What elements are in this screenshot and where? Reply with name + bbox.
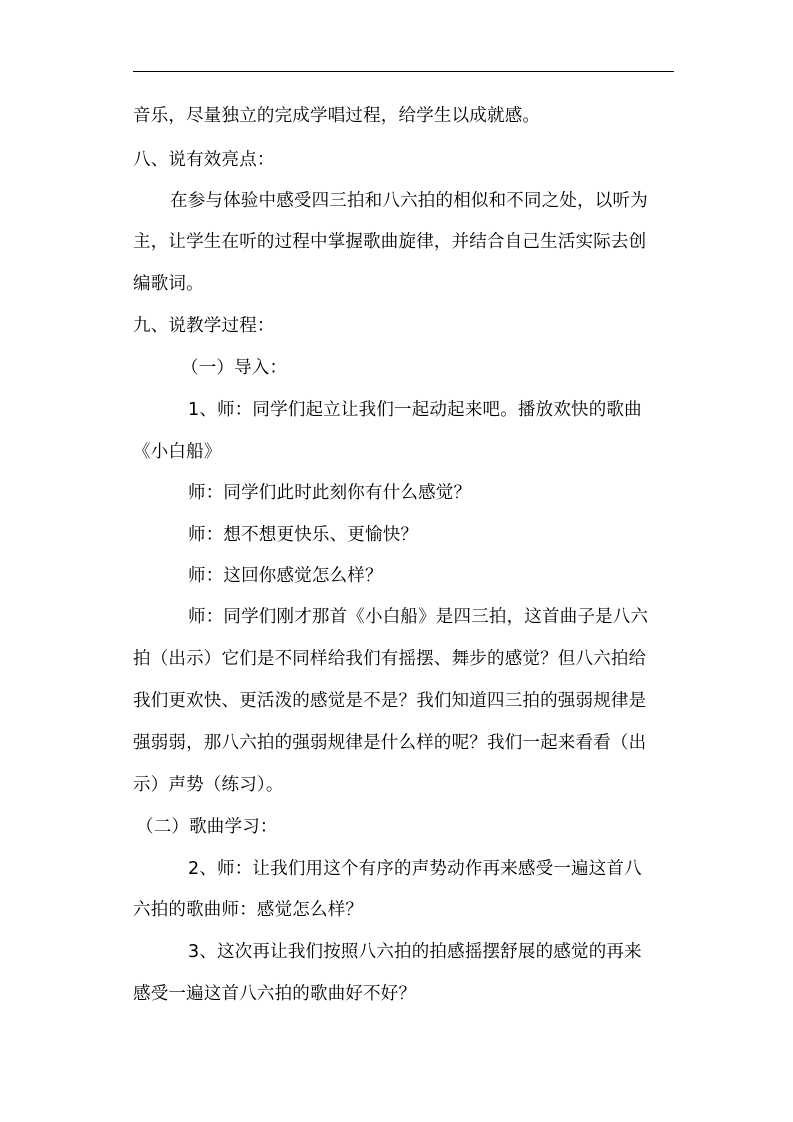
header-rule <box>133 71 674 72</box>
paragraph-line: 示）声势（练习）。 <box>133 775 284 795</box>
dialogue-line: 师：想不想更快乐、更愉快？ <box>188 525 419 545</box>
paragraph-line: 六拍的歌曲师：感觉怎么样？ <box>133 900 364 920</box>
dialogue-line: 师：同学们刚才那首《小白船》是四三拍，这首曲子是八六 <box>188 607 649 627</box>
paragraph-line: 感受一遍这首八六拍的歌曲好不好？ <box>133 984 417 1004</box>
paragraph-line: 拍（出示）它们是不同样给我们有摇摆、舞步的感觉？但八六拍给 <box>133 649 647 669</box>
paragraph-line: 音乐，尽量独立的完成学唱过程，给学生以成就感。 <box>133 106 541 126</box>
paragraph-line: 1、师：同学们起立让我们一起动起来吧。播放欢快的歌曲 <box>188 400 642 420</box>
section-heading: 八、说有效亮点： <box>133 150 275 170</box>
paragraph-line: 3、这次再让我们按照八六拍的拍感摇摆舒展的感觉的再来 <box>188 942 642 962</box>
subsection-heading: （二）歌曲学习： <box>136 817 278 837</box>
dialogue-line: 师：同学们此时此刻你有什么感觉？ <box>188 483 472 503</box>
paragraph-line: 主，让学生在听的过程中掌握歌曲旋律，并结合自己生活实际去创 <box>133 232 647 252</box>
dialogue-line: 师：这回你感觉怎么样？ <box>188 566 383 586</box>
paragraph-line: 我们更欢快、更活泼的感觉是不是？我们知道四三拍的强弱规律是 <box>133 691 647 711</box>
paragraph-line: 《小白船》 <box>133 442 222 462</box>
paragraph-line: 编歌词。 <box>133 274 204 294</box>
section-heading: 九、说教学过程： <box>133 316 275 336</box>
paragraph-line: 强弱弱，那八六拍的强弱规律是什么样的呢？我们一起来看看（出 <box>133 733 647 753</box>
paragraph-line: 2、师：让我们用这个有序的声势动作再来感受一遍这首八 <box>188 859 642 879</box>
subsection-heading: （一）导入： <box>181 358 288 378</box>
paragraph-line: 在参与体验中感受四三拍和八六拍的相似和不同之处，以听为 <box>170 191 648 211</box>
